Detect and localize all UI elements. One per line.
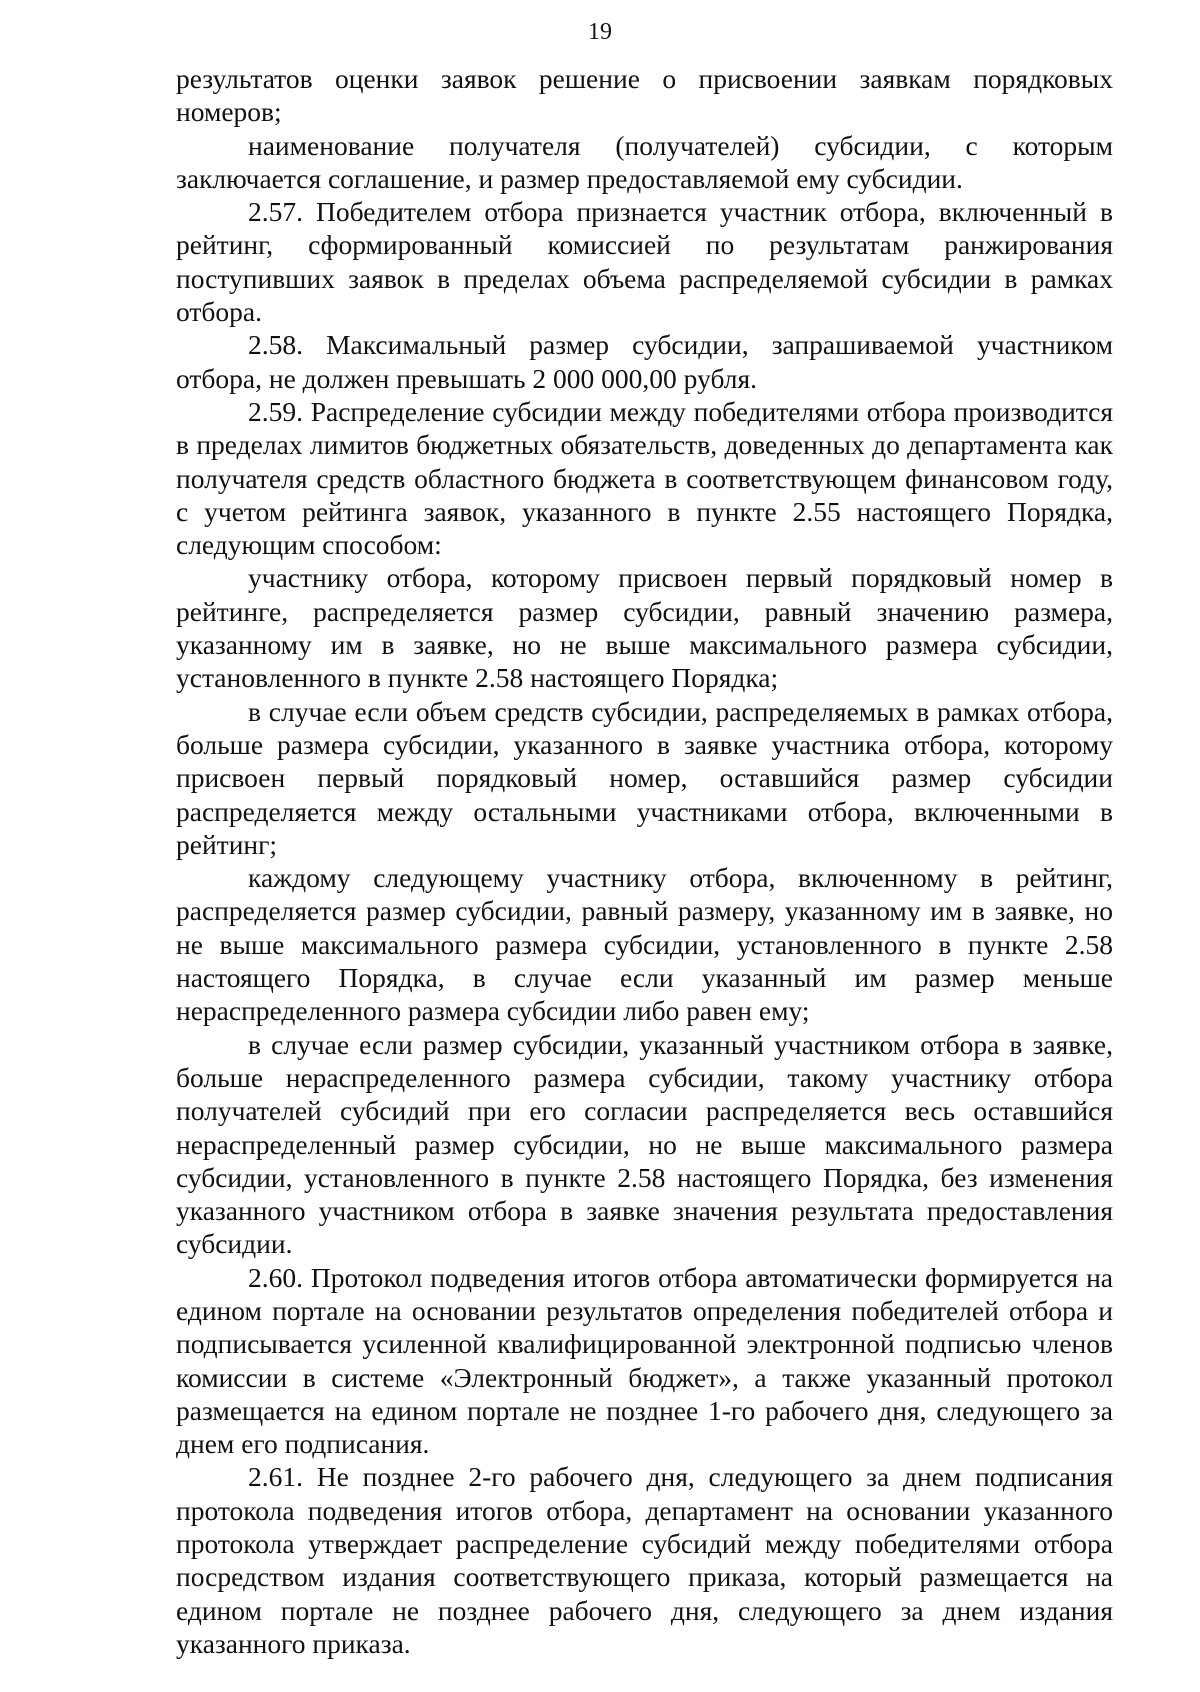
paragraph-larger-request: в случае если размер субсидии, указанный участником отбора в заявке, больше нераспределенного размера субсидии, такому участнику отбора получателей субсидий при его согласии распределяется весь оставшийся нераспределенный размер субсидии, но не выше максимального размера субсидии, установленного в пункте 2.58 настоящего Порядка, без изменения указанного участником отбора в заявке значения результата предоставления субсидии. bbox=[176, 1028, 1113, 1260]
paragraph-remaining-distribution: в случае если объем средств субсидии, распределяемых в рамках отбора, больше размера субсидии, указанного в заявке участника отбора, которому присвоен первый порядковый номер, оставшийся размер субсидии распределяется между остальными участниками отбора, включенными в рейтинг; bbox=[176, 695, 1113, 860]
paragraph-clause-2-60: 2.60. Протокол подведения итогов отбора автоматически формируется на едином портале на основании результатов определения победителей отбора и подписывается усиленной квалифицированной электронной подписью членов комиссии в системе «Электронный бюджет», а также указанный протокол размещается на едином портале не позднее 1-го рабочего дня, следующего за днем его подписания. bbox=[176, 1261, 1113, 1460]
paragraph-clause-2-57: 2.57. Победителем отбора признается участник отбора, включенный в рейтинг, сформированный комиссией по результатам ранжирования поступивших заявок в пределах объема распределяемой субсидии в рамках отбора. bbox=[176, 196, 1113, 328]
document-body bbox=[176, 62, 1113, 1660]
paragraph-continuation: результатов оценки заявок решение о присвоении заявкам порядковых номеров; bbox=[176, 63, 1113, 128]
paragraph-first-participant: участнику отбора, которому присвоен первый порядковый номер в рейтинге, распределяется размер субсидии, равный значению размера, указанному им в заявке, но не выше максимального размера субсидии, установленного в пункте 2.58 настоящего Порядка; bbox=[176, 562, 1113, 694]
paragraph-recipient-name: наименование получателя (получателей) субсидии, с которым заключается соглашение, и размер предоставляемой ему субсидии. bbox=[176, 129, 1113, 194]
paragraph-each-next-participant: каждому следующему участнику отбора, включенному в рейтинг, распределяется размер субсидии, равный размеру, указанному им в заявке, но не выше максимального размера субсидии, установленного в пункте 2.58 настоящего Порядка, в случае если указанный им размер меньше нераспределенного размера субсидии либо равен ему; bbox=[176, 862, 1113, 1027]
paragraph-clause-2-58: 2.58. Максимальный размер субсидии, запрашиваемой участником отбора, не должен превышать 2 000 000,00 рубля. bbox=[176, 329, 1113, 394]
paragraph-clause-2-61: 2.61. Не позднее 2-го рабочего дня, следующего за днем подписания протокола подведения итогов отбора, департамент на основании указанного протокола утверждает распределение субсидий между победителями отбора посредством издания соответствующего приказа, который размещается на едином портале не позднее рабочего дня, следующего за днем издания указанного приказа. bbox=[176, 1461, 1113, 1659]
page-number: 19 bbox=[588, 19, 612, 45]
paragraph-clause-2-59: 2.59. Распределение субсидии между победителями отбора производится в пределах лимитов бюджетных обязательств, доведенных до департамента как получателя средств областного бюджета в соответствующем финансовом году, с учетом рейтинга заявок, указанного в пункте 2.55 настоящего Порядка, следующим способом: bbox=[176, 395, 1113, 561]
